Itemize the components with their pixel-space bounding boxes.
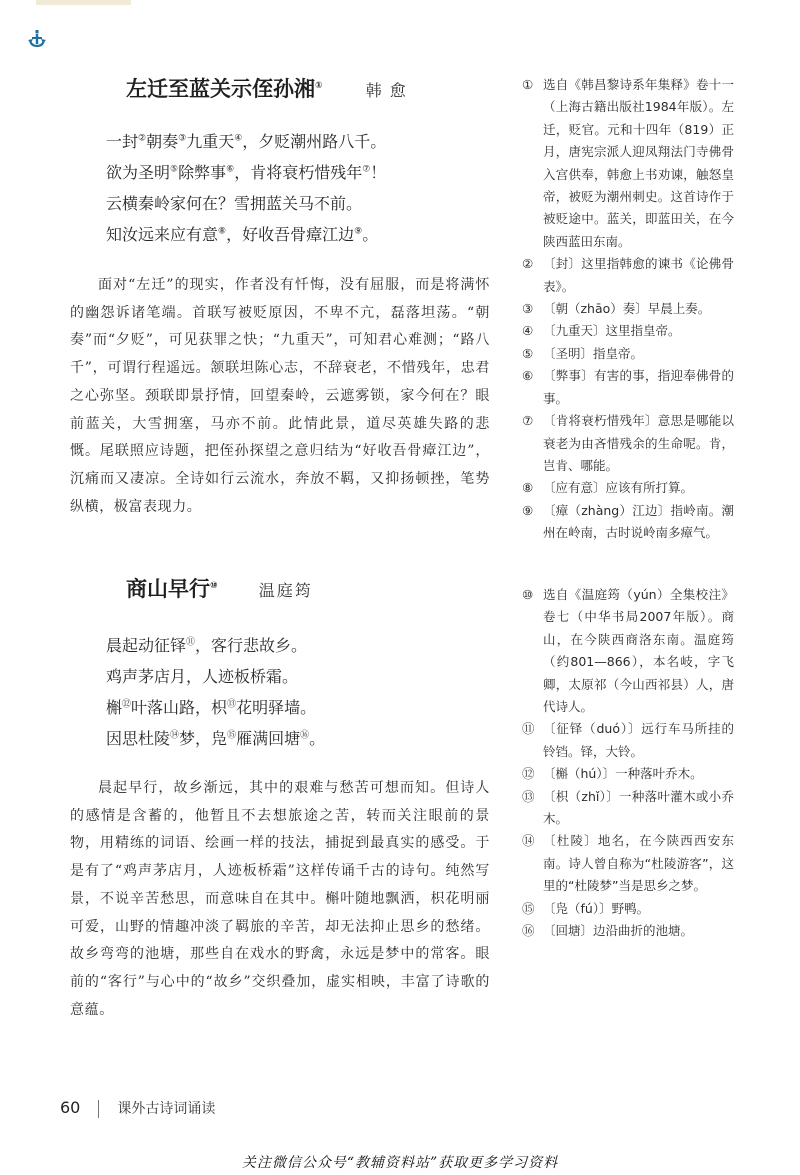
footnote-number: ④ <box>522 323 534 339</box>
footnote-text: 〔弊事〕有害的事，指迎奉佛骨的事。 <box>543 368 734 406</box>
page-number: 60 <box>60 1098 81 1117</box>
header-strip <box>36 0 131 5</box>
anchor-icon <box>26 28 48 50</box>
footnote-item <box>522 320 734 342</box>
verse-text: ，客行悲故乡。 <box>195 636 308 655</box>
footnote-item <box>522 477 734 499</box>
footnote-text: 〔杜陵〕地名，在今陕西西安东南。诗人曾自称为“杜陵游客”，这里的“杜陵梦”当是思乡之梦。 <box>543 833 734 894</box>
verse-text: 。 <box>309 729 326 748</box>
page-footer <box>60 1098 215 1118</box>
footnote-item <box>522 253 734 298</box>
footnote-item <box>522 343 734 365</box>
footnote-text: 〔凫（fú）〕野鸭。 <box>543 900 650 916</box>
footnote-ref: ② <box>138 133 147 144</box>
verse-text: 。 <box>362 225 379 244</box>
footnote-number: ⑯ <box>522 923 535 939</box>
footnote-text: 〔槲（hú）〕一种落叶乔木。 <box>543 766 703 782</box>
footnote-ref: ④ <box>234 133 243 144</box>
watermark-text: 关注微信公众号“教辅资料站”获取更多学习资料 <box>241 1155 559 1171</box>
footnote-text: 〔应有意〕应该有所打算。 <box>543 480 694 496</box>
footnote-item <box>522 920 734 942</box>
footnote-item <box>522 298 734 320</box>
footnote-number: ⑧ <box>522 480 534 496</box>
poem-line <box>106 157 386 188</box>
poem1-commentary: 面对“左迁”的现实，作者没有忏悔，没有屈服，而是将满怀的幽怨诉诸笔端。首联写被贬原因，不卑不亢，磊落坦荡。“朝奏”而“夕贬”，可见获罪之快；“九重天”，可知君心难测；“路八千”，可谓行程遥远。颔联坦陈心志，不辞衰老，不惜残年，忠君之心弥坚。颈联即景抒情，回望秦岭，云遮雾锁，家今何在？眼前蓝关，大雪拥塞，马亦不前。此情此景，道尽英雄失路的悲慨。尾联照应诗题，把侄孙探望之意归结为“好收吾骨瘴江边”，沉痛而又凄凉。全诗如行云流水，奔放不羁，又抑扬顿挫，笔势纵横，极富表现力。 <box>70 277 490 515</box>
poem-line <box>106 661 325 692</box>
footnote-text: 选自《韩昌黎诗系年集释》卷十一（上海古籍出版社1984年版）。左迁，贬官。元和十四年（819）正月，唐宪宗派人迎凤翔法门寺佛骨入宫供奉，韩愈上书劝谏，触怒皇帝，被贬为潮州刺史。这首诗作于被贬途中。蓝关，即蓝田关，在今陕西蓝田东南。 <box>543 77 734 249</box>
verse-text: 梦，凫 <box>179 729 228 748</box>
footnote-item <box>522 763 734 785</box>
footnote-number: ③ <box>522 301 534 317</box>
footnote-ref: ⑫ <box>122 699 132 710</box>
footnote-text: 〔九重天〕这里指皇帝。 <box>543 323 681 339</box>
footnote-number: ⑩ <box>522 587 534 602</box>
poem-line <box>106 723 325 754</box>
poem2-commentary: 晨起早行，故乡渐远，其中的艰难与愁苦可想而知。但诗人的感情是含蓄的，他暂且不去想旅途之苦，转而关注眼前的景物，用精练的词语、绘画一样的技法，捕捉到最真实的感受。于是有了“鸡声茅店月，人迹板桥霜”这样传诵千古的诗句。纯然写景，不说辛苦愁思，而意味自在其中。槲叶随地飘洒，枳花明丽可爱，山野的情趣冲淡了羁旅的辛苦，却无法抑止思乡的愁绪。故乡弯弯的池塘，那些自在戏水的野禽，永远是梦中的常客。眼前的“客行”与心中的“故乡”交织叠加，虚实相映，丰富了诗歌的意蕴。 <box>70 780 490 1018</box>
footnote-ref: ⑤ <box>170 164 179 175</box>
verse-text: 除弊事 <box>178 163 227 182</box>
verse-text: 因思杜陵 <box>106 729 171 748</box>
footnote-text: 〔枳（zhǐ）〕一种落叶灌木或小乔木。 <box>543 788 734 827</box>
poem2-header <box>126 573 313 603</box>
footnote-ref: ⑨ <box>354 226 363 237</box>
footnote-item <box>522 74 734 253</box>
poem2-author: 温庭筠 <box>258 581 313 600</box>
verse-text: ，肯将衰朽惜残年 <box>234 163 363 182</box>
footnote-text: 〔瘴（zhàng）江边〕指岭南。潮州在岭南，古时说岭南多瘴气。 <box>543 502 734 541</box>
footnote-number: ② <box>522 256 534 272</box>
footer-divider <box>98 1100 99 1118</box>
verse-text: ，夕贬潮州路八千。 <box>242 132 387 151</box>
verse-text: 槲 <box>106 698 123 717</box>
footnotes-poem1 <box>522 74 734 545</box>
section-name: 课外古诗词诵读 <box>117 1101 216 1117</box>
footnote-number: ① <box>522 77 534 92</box>
poem1-title: 左迁至蓝关示侄孙湘① <box>126 77 323 101</box>
footnote-text: 〔肯将衰朽惜残年〕意思是哪能以衰老为由吝惜残余的生命呢。肯，岂肯、哪能。 <box>543 413 734 473</box>
footnote-text: 〔封〕这里指韩愈的谏书《论佛骨表》。 <box>543 256 734 294</box>
footnote-number: ⑥ <box>522 368 534 384</box>
footnote-ref: ⑧ <box>218 226 227 237</box>
verse-text: 晨起动征铎 <box>106 636 187 655</box>
footnote-item <box>522 584 734 718</box>
poem1-author: 韩愈 <box>365 81 414 100</box>
footnote-item <box>522 830 734 897</box>
verse-text: 欲为圣明 <box>106 163 171 182</box>
poem-line <box>106 630 325 661</box>
footnote-text: 〔征铎（duó）〕远行车马所挂的铃铛。铎，大铃。 <box>543 721 734 759</box>
footnote-item <box>522 898 734 920</box>
footnote-ref: ③ <box>178 133 187 144</box>
footnote-ref: ⑮ <box>227 730 237 741</box>
verse-text: 鸡声茅店月，人迹板桥霜。 <box>106 667 299 686</box>
poem1-verses <box>106 126 386 250</box>
poem-line <box>106 219 386 250</box>
footnote-number: ⑤ <box>522 345 534 361</box>
footnote-item <box>522 365 734 410</box>
verse-text: 知汝远来应有意 <box>106 225 219 244</box>
footnotes-poem2 <box>522 584 734 943</box>
footnote-item <box>522 786 734 831</box>
poem2-verses <box>106 630 325 754</box>
poem1-header <box>126 73 414 103</box>
footnote-number: ⑪ <box>522 721 535 737</box>
verse-text: ，好收吾骨瘴江边 <box>226 225 355 244</box>
footnote-text: 〔朝（zhāo）奏〕早晨上奏。 <box>543 301 711 317</box>
footnote-number: ⑮ <box>522 900 535 916</box>
verse-text: ！ <box>370 163 387 182</box>
footnote-item <box>522 410 734 477</box>
footnote-ref: ⑦ <box>362 164 371 175</box>
poem-line <box>106 126 386 157</box>
footnote-ref: ⑩ <box>210 581 218 591</box>
footnote-item <box>522 500 734 545</box>
footnote-number: ⑬ <box>522 788 535 804</box>
footnote-ref: ⑬ <box>227 699 237 710</box>
poem-line <box>106 188 386 219</box>
verse-text: 花明驿墙。 <box>236 698 317 717</box>
footnote-ref: ⑪ <box>186 637 196 648</box>
footnote-ref: ⑥ <box>226 164 235 175</box>
verse-text: 云横秦岭家何在？雪拥蓝关马不前。 <box>106 194 363 213</box>
footnote-number: ⑫ <box>522 766 535 782</box>
footnote-number: ⑦ <box>522 413 534 429</box>
verse-text: 朝奏 <box>146 132 179 151</box>
footnote-number: ⑨ <box>522 502 534 518</box>
footnote-ref: ① <box>315 81 323 91</box>
footnote-text: 选自《温庭筠（yún）全集校注》卷七（中华书局2007年版）。商山，在今陕西商洛东南。温庭筠（约801—866），本名岐，字飞卿，太原祁（今山西祁县）人，唐代诗人。 <box>543 587 734 715</box>
poem-line <box>106 692 325 723</box>
poem2-title: 商山早行⑩ <box>126 577 218 601</box>
verse-text: 雁满回塘 <box>236 729 301 748</box>
footnote-text: 〔回塘〕边沿曲折的池塘。 <box>543 923 694 939</box>
footnote-text: 〔圣明〕指皇帝。 <box>543 345 644 361</box>
footnote-ref: ⑯ <box>300 730 310 741</box>
footnote-ref: ⑭ <box>170 730 180 741</box>
verse-text: 一封 <box>106 132 139 151</box>
verse-text: 九重天 <box>186 132 235 151</box>
footnote-number: ⑭ <box>522 833 535 849</box>
footnote-item <box>522 718 734 763</box>
verse-text: 叶落山路，枳 <box>131 698 228 717</box>
